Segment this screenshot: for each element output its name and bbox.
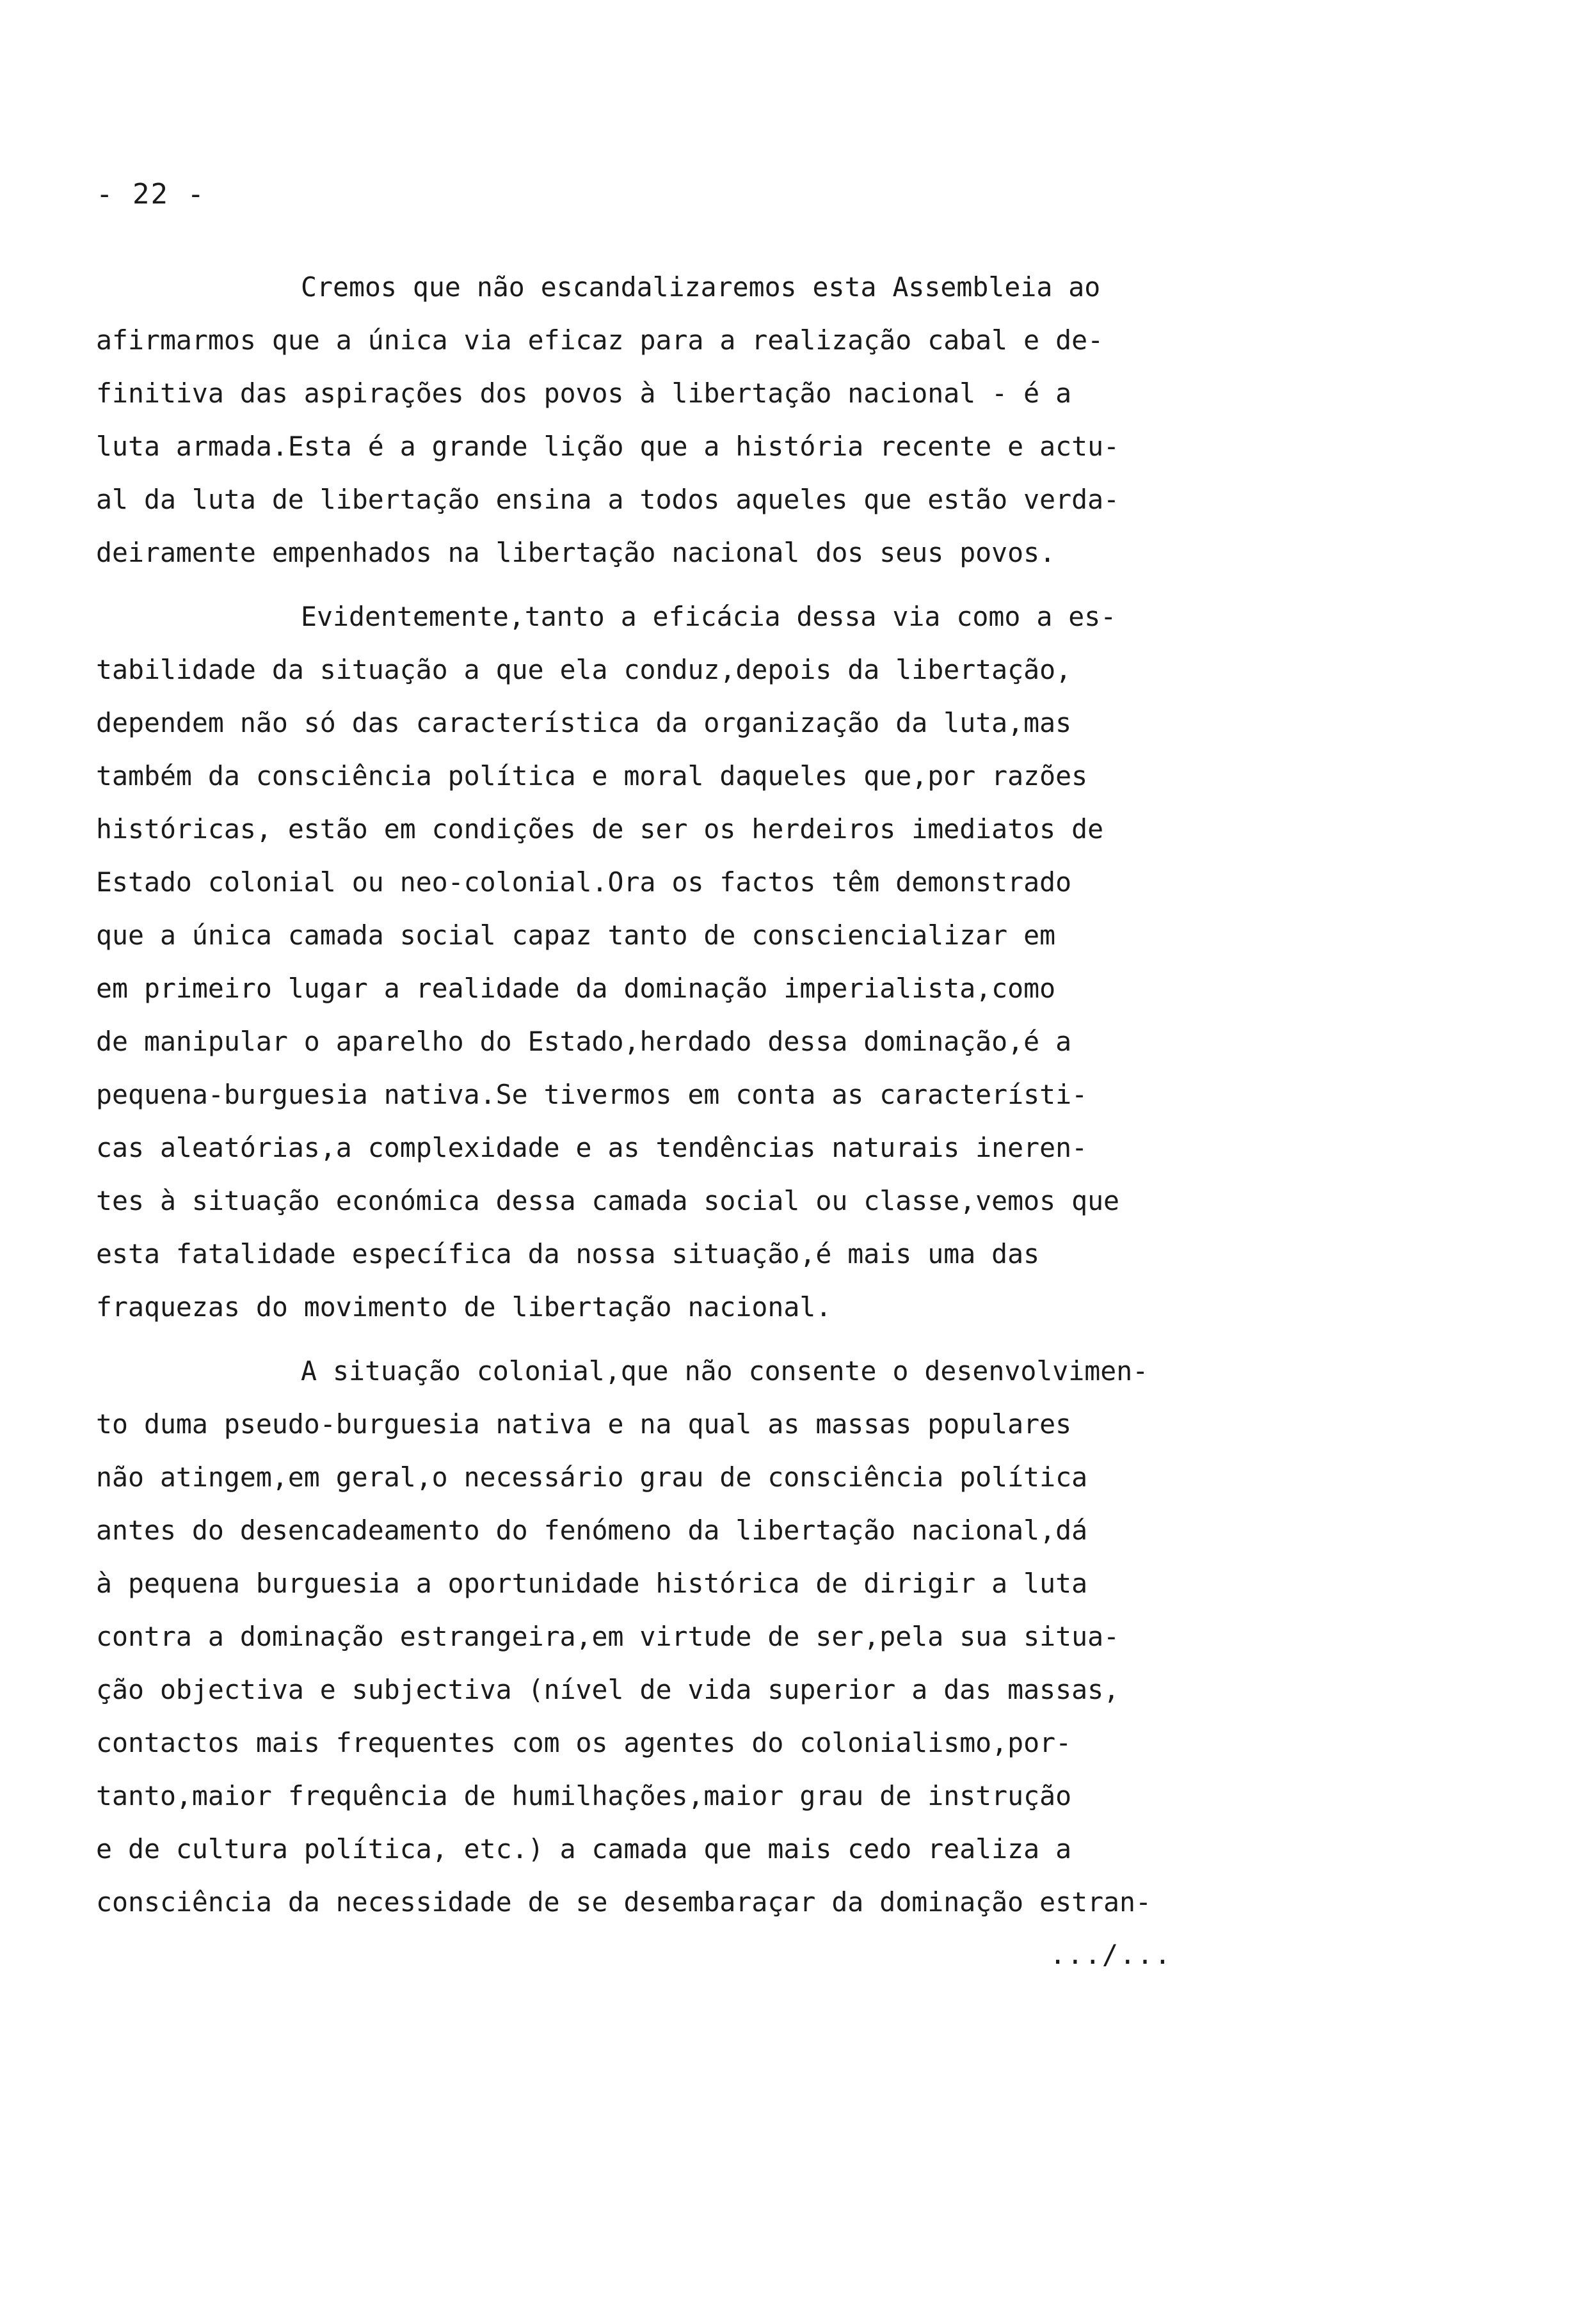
text-line: consciência da necessidade de se desembaraçar da dominação estran- xyxy=(96,1886,1152,1918)
text-line: também da consciência política e moral daqueles que,por razões xyxy=(96,760,1088,792)
text-line: afirmarmos que a única via eficaz para a realização cabal e de- xyxy=(96,324,1104,356)
text-line: tanto,maior frequência de humilhações,maior grau de instrução xyxy=(96,1780,1072,1811)
text-line: em primeiro lugar a realidade da dominação imperialista,como xyxy=(96,973,1056,1004)
text-line: pequena-burguesia nativa.Se tivermos em conta as característi- xyxy=(96,1079,1088,1110)
text-line: de manipular o aparelho do Estado,herdado dessa dominação,é a xyxy=(96,1026,1072,1057)
text-line: e de cultura política, etc.) a camada que mais cedo realiza a xyxy=(96,1833,1072,1865)
text-line: históricas, estão em condições de ser os herdeiros imediatos de xyxy=(96,813,1104,845)
text-line: al da luta de libertação ensina a todos aqueles que estão verda- xyxy=(96,484,1120,515)
text-line: antes do desencadeamento do fenómeno da libertação nacional,dá xyxy=(96,1515,1088,1546)
text-line: esta fatalidade específica da nossa situação,é mais uma das xyxy=(96,1238,1040,1269)
continuation-mark: .../... xyxy=(1050,1939,1173,1970)
text-line: à pequena burguesia a oportunidade histórica de dirigir a luta xyxy=(96,1568,1088,1599)
text-line: deiramente empenhados na libertação nacional dos seus povos. xyxy=(96,537,1056,568)
text-line: Estado colonial ou neo-colonial.Ora os factos têm demonstrado xyxy=(96,866,1072,898)
text-line: contactos mais frequentes com os agentes do colonialismo,por- xyxy=(96,1727,1072,1758)
text-line: dependem não só das característica da organização da luta,mas xyxy=(96,707,1072,738)
text-line: A situação colonial,que não consente o desenvolvimen- xyxy=(301,1355,1149,1387)
text-line: Cremos que não escandalizaremos esta Assembleia ao xyxy=(301,271,1101,303)
text-line: cas aleatórias,a complexidade e as tendências naturais ineren- xyxy=(96,1132,1088,1163)
text-line: luta armada.Esta é a grande lição que a história recente e actu- xyxy=(96,431,1120,462)
text-line: to duma pseudo-burguesia nativa e na qual as massas populares xyxy=(96,1408,1072,1440)
text-line: ção objectiva e subjectiva (nível de vida superior a das massas, xyxy=(96,1674,1120,1705)
page-number: - 22 - xyxy=(96,178,205,211)
text-line: não atingem,em geral,o necessário grau de consciência política xyxy=(96,1461,1088,1493)
text-line: tes à situação económica dessa camada social ou classe,vemos que xyxy=(96,1185,1120,1216)
text-line: contra a dominação estrangeira,em virtude de ser,pela sua situa- xyxy=(96,1621,1120,1652)
text-line: Evidentemente,tanto a eficácia dessa via como a es- xyxy=(301,601,1117,632)
text-line: que a única camada social capaz tanto de consciencializar em xyxy=(96,919,1056,951)
text-line: finitiva das aspirações dos povos à libertação nacional - é a xyxy=(96,378,1072,409)
text-line: tabilidade da situação a que ela conduz,depois da libertação, xyxy=(96,654,1072,685)
text-line: fraquezas do movimento de libertação nacional. xyxy=(96,1291,832,1323)
